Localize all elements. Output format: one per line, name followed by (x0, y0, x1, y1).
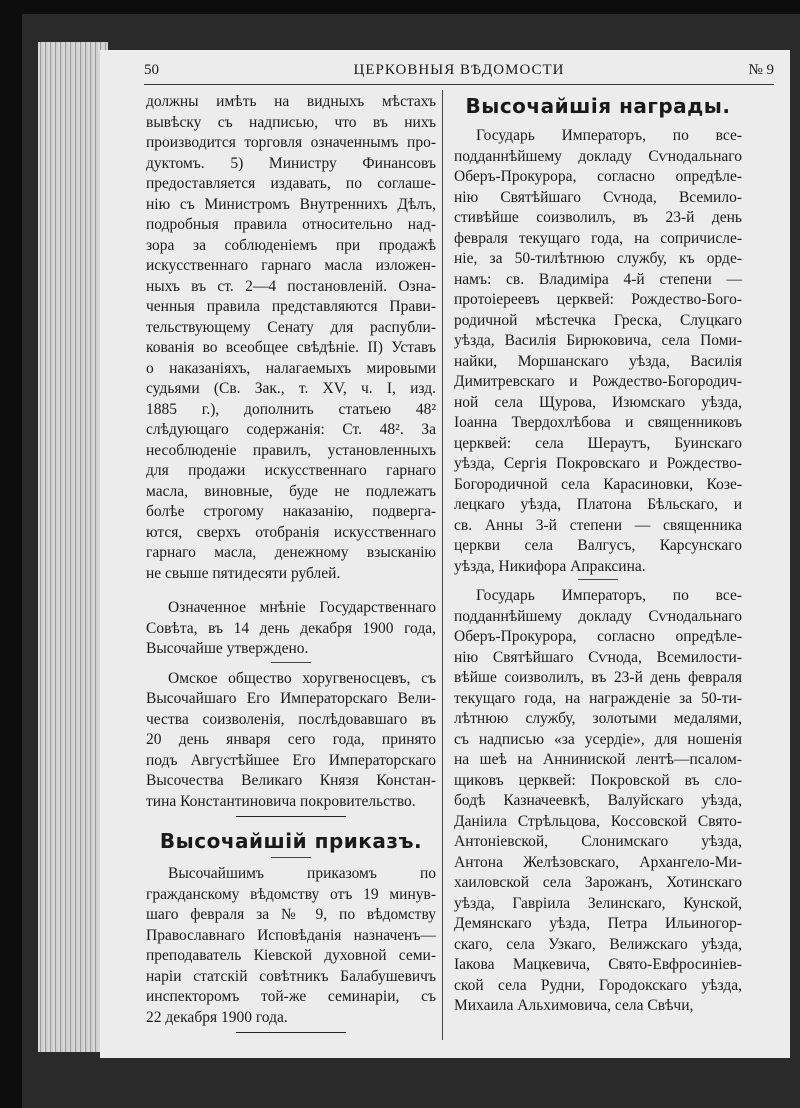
text-line: шаго февраля за № 9, по вѣдомству (146, 906, 436, 923)
text-line: ской села Рудни, Городокскаго уѣзда, (454, 976, 742, 994)
text-line: болѣе строгому наказанію, подверга- (146, 503, 436, 520)
text-line: преподаватель Кіевской духовной семи- (146, 947, 436, 964)
text-line: щиковъ церквей: Покровской въ сло- (454, 771, 742, 789)
text-line: ются, сверхъ отобранія искусственнаго (146, 523, 436, 541)
text-line: Высочайшаго Его Императорскаго Вели- (146, 690, 436, 707)
text-line: производится торговля означеннымъ про- (146, 134, 436, 151)
awards-paragraph-medals (454, 586, 742, 1017)
text-line: предоставляется издавать, по соглаше- (146, 175, 436, 192)
text-line: Антоніевской, Слонимскаго уѣзда, (454, 833, 742, 850)
text-line: лѣтнюю службу, золотыми медалями, (454, 710, 742, 727)
text-line: Іоанна Твердохлѣбова и священниковъ (454, 414, 742, 431)
text-line: Государь Императоръ, по все- (476, 587, 742, 604)
text-line: наріи статскій совѣтникъ Балабушевичъ (146, 967, 436, 985)
text-line: должны имѣть на видныхъ мѣстахъ (146, 93, 436, 110)
text-line: нію Святѣйшаго Сѵнода, Всемилости- (454, 648, 742, 666)
text-line: Совѣта, въ 14 день декабря 1900 года, (146, 619, 436, 637)
header-rule (144, 84, 774, 85)
text-line: хаиловской села Зарожанъ, Хотинскаго (454, 874, 742, 891)
text-line: намъ: св. Владиміра 4-й степени — (454, 270, 742, 288)
society-paragraph (146, 669, 436, 813)
text-line: церквей: села Шераутъ, Буинскаго (454, 434, 742, 452)
text-line: дуктомъ. 5) Министру Финансовъ (146, 154, 436, 172)
text-line: подданнѣйшему докладу Сѵнодальнаго (454, 147, 742, 165)
text-line: 1885 г.), дополнить статьею 48² (146, 400, 436, 418)
section-heading-awards: Высочайшія награды. (465, 94, 731, 118)
text-line: вывѣску съ надписью, что въ нихъ (146, 113, 436, 131)
text-line: бодѣ Казначеевкѣ, Валуйскаго уѣзда, (454, 792, 742, 809)
text-line: уѣзда, Гавріила Зелинскаго, Кунской, (454, 894, 742, 912)
right-column (454, 92, 742, 1017)
text-line: церкви села Валгусъ, Карсунскаго (454, 537, 742, 554)
text-line: Іакова Мацкевича, Свято-Евфросиніев- (454, 956, 742, 973)
text-line: Демянскаго уѣзда, Петра Ильиногор- (454, 915, 742, 932)
text-line: ныхъ въ ст. 2—4 постановленій. Озна- (146, 277, 436, 295)
text-line: Высочайшимъ приказомъ по (168, 865, 436, 882)
approval-paragraph (146, 598, 436, 660)
text-line: Омское общество хоругвеносцевъ, съ (168, 669, 436, 687)
heading-rule (271, 857, 311, 858)
left-column (146, 92, 436, 1043)
text-line: 22 декабря 1900 года. (146, 1008, 288, 1026)
text-line: зора за соблюденіемъ при продажѣ (146, 236, 436, 254)
text-line: уѣзда, Никифора Апраксина. (454, 557, 646, 575)
column-divider (442, 90, 443, 1040)
text-line: родичной мѣстечка Греска, Слуцкаго (454, 311, 742, 329)
text-line: несоблюденіе правилъ, установленныхъ (146, 441, 436, 459)
text-line: Димитревскаго и Рождество-Богородич- (454, 373, 742, 390)
text-line: судьями (Св. Зак., т. XV, ч. I, изд. (146, 380, 436, 397)
end-rule (236, 1032, 346, 1033)
text-line: не свыше пятидесяти рублей. (146, 564, 341, 582)
text-line: 20 день января сего года, принято (146, 731, 436, 748)
text-line: Богородичной села Карасиновки, Козе- (454, 475, 742, 493)
awards-paragraph-orders (454, 126, 742, 577)
text-line: протоіереевъ церквей: Рождество-Бого- (454, 291, 742, 308)
text-line: Михаила Альхимовича, села Свѣчи, (454, 997, 694, 1014)
text-line: гарнаго масла, денежному взысканію (146, 544, 436, 561)
text-line: Оберъ-Прокурора, согласно опредѣле- (454, 628, 742, 645)
text-line: скаго, села Узкаго, Велижскаго уѣзда, (454, 935, 742, 953)
text-line: стивѣйше соизволилъ, въ 23-й день (454, 209, 742, 226)
text-line: тельствующему Сенату для распубли- (146, 318, 436, 336)
text-line: Православнаго Исповѣданія назначенъ— (146, 926, 436, 944)
document-page (100, 50, 790, 1058)
journal-title: ЦЕРКОВНЫЯ ВѢДОМОСТИ (353, 62, 565, 78)
text-line: тина Константиновича покровительство. (146, 792, 416, 810)
text-line: Государь Императоръ, по все- (476, 127, 742, 144)
text-line: искусственнаго гарнаго масла изложен- (146, 257, 436, 274)
separator-rule (271, 662, 311, 663)
order-paragraph (146, 864, 436, 1028)
text-line: февраля текущаго года, на сопричисле- (454, 229, 742, 247)
issue-number: № 9 (748, 62, 774, 78)
text-line: Высочайше утверждено. (146, 640, 309, 657)
text-line: для продажи искусственнаго гарнаго (146, 462, 436, 479)
text-line: чества соизволенія, послѣдовавшаго въ (146, 710, 436, 728)
text-line: кованія во всеобщее свѣдѣніе. II) Уставъ (146, 339, 436, 356)
page-number: 50 (144, 62, 159, 78)
text-line: на шеѣ на Анниниской лентѣ—псалом- (454, 751, 742, 768)
separator-rule (578, 579, 618, 580)
text-line: Антона Желѣзовскаго, Архангело-Ми- (454, 853, 742, 871)
page-edges (38, 42, 108, 1052)
text-line: съ надписью «за усердіе», для ношенія (454, 730, 742, 748)
text-line: св. Анны 3-й степени — священника (454, 516, 742, 534)
text-line: уѣзда, Сергія Покровскаго и Рождество- (454, 455, 742, 472)
page-header (144, 58, 774, 84)
text-line: подробныя правила относительно над- (146, 216, 436, 233)
text-line: Оберъ-Прокурора, согласно опредѣле- (454, 168, 742, 185)
text-line: текущаго года, на награжденіе за 50-ти- (454, 689, 742, 707)
text-line: лецкаго уѣзда, Платона Бѣльскаго, и (454, 496, 742, 513)
text-line: вѣйше соизволилъ, въ 23-й день февраля (454, 669, 742, 686)
law-text-paragraph (146, 92, 436, 584)
section-heading-order: Высочайшій приказъ. (159, 829, 423, 853)
text-line: о наказаніяхъ, налагаемыхъ мировыми (146, 359, 436, 377)
text-line: ченныя правила представляются Прави- (146, 298, 436, 315)
text-line: Высочества Великаго Князя Констан- (146, 772, 436, 789)
text-line: ніе, за 50-тилѣтнюю службу, къ орде- (454, 250, 742, 267)
text-line: слѣдующаго содержанія: Ст. 48². За (146, 421, 436, 438)
text-line: подъ Августѣйшее Его Императорскаго (146, 751, 436, 769)
separator-rule (236, 816, 346, 817)
text-line: Означенное мнѣніе Государственнаго (168, 599, 436, 616)
text-line: нію Святѣйшаго Сѵнода, Всемило- (454, 188, 742, 206)
text-line: инспекторомъ той-же семинаріи, съ (146, 988, 436, 1005)
text-line: ной села Щурова, Изюмскаго уѣзда, (454, 393, 742, 411)
text-line: масла, виновные, буде не подлежатъ (146, 482, 436, 500)
text-line: подданнѣйшему докладу Сѵнодальнаго (454, 607, 742, 625)
text-line: гражданскому вѣдомству отъ 19 минув- (146, 885, 436, 903)
text-line: нію съ Министромъ Внутреннихъ Дѣлъ, (146, 195, 436, 213)
text-line: найки, Моршанскаго уѣзда, Василія (454, 352, 742, 370)
text-line: уѣзда, Василія Бирюковича, села Поми- (454, 332, 742, 349)
text-line: Данiила Стрѣльцова, Коссовской Свято- (454, 812, 742, 830)
